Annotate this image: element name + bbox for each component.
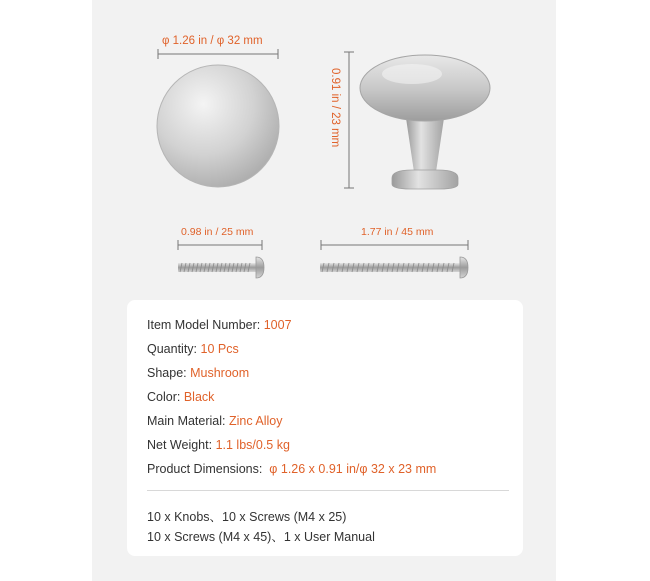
spec-quantity: Quantity: 10 Pcs (147, 342, 239, 356)
spec-card (127, 300, 523, 556)
spec-color: Color: Black (147, 390, 215, 404)
diameter-dimension-line (158, 49, 278, 59)
height-dimension-line (344, 52, 354, 188)
spec-net-weight: Net Weight: 1.1 lbs/0.5 kg (147, 438, 290, 452)
diameter-label: φ 1.26 in / φ 32 mm (162, 35, 263, 47)
package-line-2: 10 x Screws (M4 x 45)、1 x User Manual (147, 530, 375, 544)
long-screw (320, 257, 468, 278)
short-screw (178, 257, 264, 278)
short-screw-label: 0.98 in / 25 mm (181, 226, 254, 238)
long-screw-label: 1.77 in / 45 mm (361, 226, 434, 238)
knob-side-view (360, 55, 490, 189)
long-screw-dimension-line (321, 240, 468, 250)
package-line-1: 10 x Knobs、10 x Screws (M4 x 25) (147, 510, 347, 524)
divider (147, 490, 509, 491)
spec-model-number: Item Model Number: 1007 (147, 318, 292, 332)
knob-top-view (157, 65, 279, 187)
spec-shape: Shape: Mushroom (147, 366, 250, 380)
height-label: 0.91 in / 23 mm (329, 68, 341, 148)
spec-product-dimensions: Product Dimensions: φ 1.26 x 0.91 in/φ 32 x 23 mm (147, 462, 437, 476)
spec-material: Main Material: Zinc Alloy (147, 414, 283, 428)
short-screw-dimension-line (178, 240, 262, 250)
